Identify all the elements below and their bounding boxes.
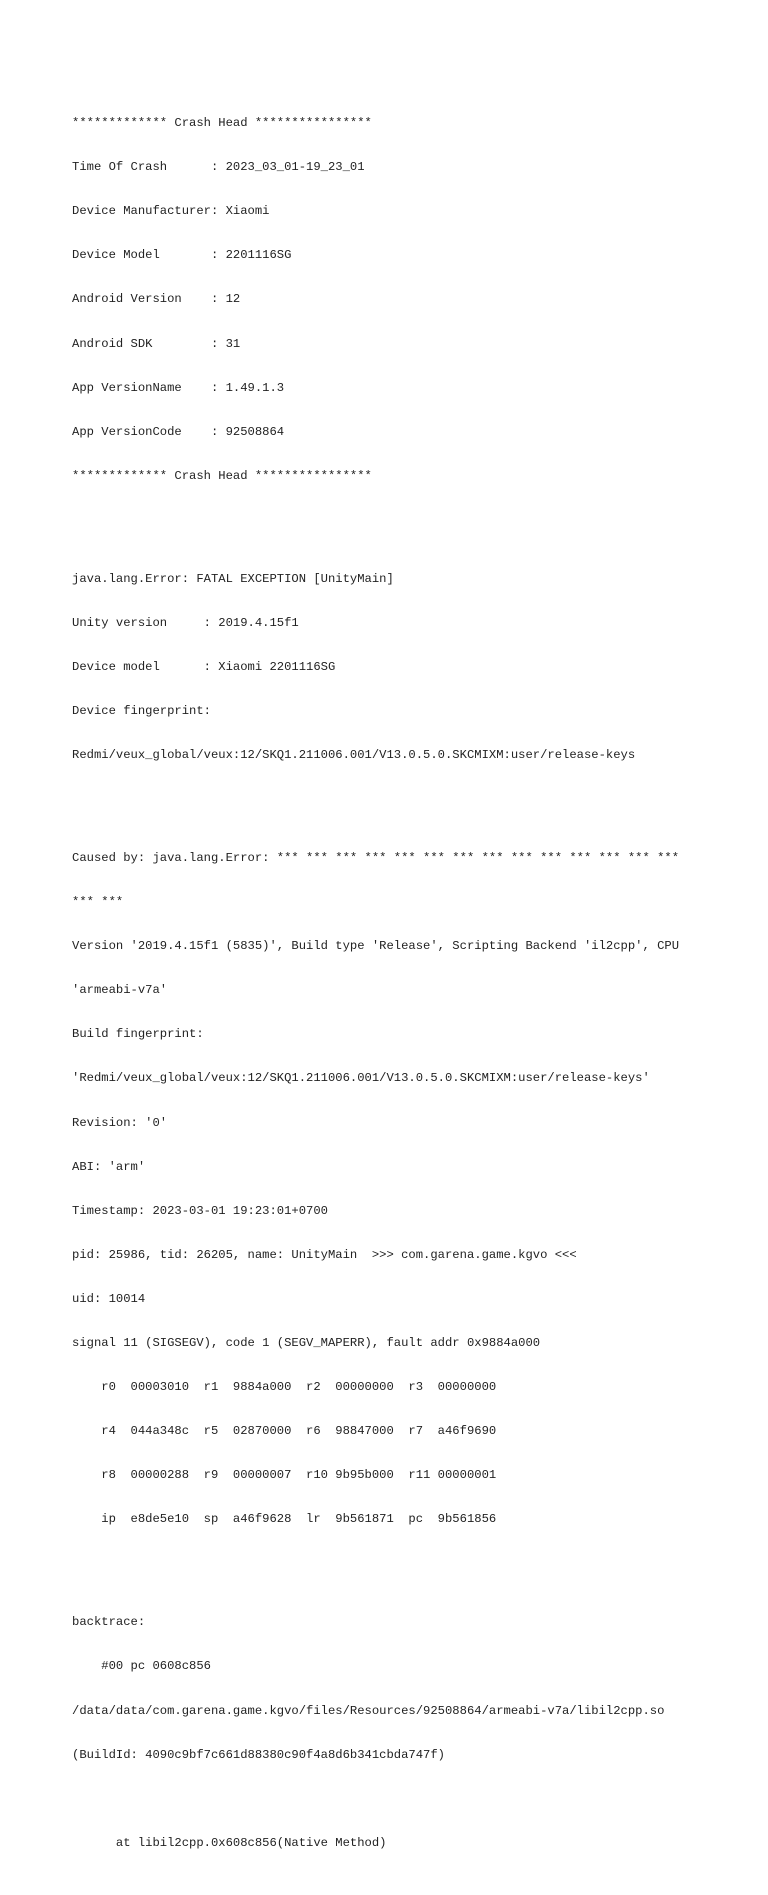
cause-line: Revision: '0' <box>72 1115 168 1130</box>
crash-head-line: Device Manufacturer: Xiaomi <box>72 204 270 219</box>
backtrace-line <box>72 1792 712 1807</box>
crash-head-footer: ************* Crash Head **************** <box>72 468 372 483</box>
crash-head-line: App VersionName : 1.49.1.3 <box>72 380 285 395</box>
cause-line: Timestamp: 2023-03-01 19:23:01+0700 <box>72 1203 328 1218</box>
cause-line: uid: 10014 <box>72 1291 146 1306</box>
cause-line: pid: 25986, tid: 26205, name: UnityMain >>> com.garena.game.kgvo <<< <box>72 1247 577 1262</box>
cause-line: signal 11 (SIGSEGV), code 1 (SEGV_MAPERR), fault addr 0x9884a000 <box>72 1336 541 1351</box>
cause-line: Build fingerprint: <box>72 1027 204 1042</box>
exception-line: Device fingerprint: <box>72 704 211 719</box>
cause-line: *** *** <box>72 895 124 910</box>
register-row: r4 044a348c r5 02870000 r6 98847000 r7 a46f9690 <box>72 1424 497 1439</box>
crash-head-line: Android SDK : 31 <box>72 336 241 351</box>
backtrace-line: /data/data/com.garena.game.kgvo/files/Resources/92508864/armeabi-v7a/libil2cpp.so <box>72 1703 665 1718</box>
blank-line <box>72 792 712 807</box>
cause-line: 'Redmi/veux_global/veux:12/SKQ1.211006.001/V13.0.5.0.SKCMIXM:user/release-keys' <box>72 1071 650 1086</box>
blank-line <box>72 1557 712 1572</box>
crash-head-line: Android Version : 12 <box>72 292 241 307</box>
cause-line: 'armeabi-v7a' <box>72 983 168 998</box>
exception-line: Redmi/veux_global/veux:12/SKQ1.211006.001/V13.0.5.0.SKCMIXM:user/release-keys <box>72 748 636 763</box>
crash-log-text <box>72 72 712 1895</box>
exception-line: java.lang.Error: FATAL EXCEPTION [UnityMain] <box>72 571 394 586</box>
cause-line: ABI: 'arm' <box>72 1159 146 1174</box>
exception-line: Unity version : 2019.4.15f1 <box>72 615 299 630</box>
crash-head-header: ************* Crash Head **************** <box>72 116 372 131</box>
crash-head-line: App VersionCode : 92508864 <box>72 424 285 439</box>
crash-head-line: Device Model : 2201116SG <box>72 248 292 263</box>
register-row: r0 00003010 r1 9884a000 r2 00000000 r3 00000000 <box>72 1380 497 1395</box>
cause-line: Caused by: java.lang.Error: *** *** *** *** *** *** *** *** *** *** *** *** *** *** <box>72 851 680 866</box>
backtrace-line: backtrace: <box>72 1615 146 1630</box>
register-row: ip e8de5e10 sp a46f9628 lr 9b561871 pc 9b561856 <box>72 1512 497 1527</box>
exception-line: Device model : Xiaomi 2201116SG <box>72 659 336 674</box>
backtrace-line: at libil2cpp.0x608c856(Native Method) <box>72 1835 387 1850</box>
backtrace-line: (BuildId: 4090c9bf7c661d88380c90f4a8d6b341cbda747f) <box>72 1747 445 1762</box>
register-row: r8 00000288 r9 00000007 r10 9b95b000 r11 00000001 <box>72 1468 497 1483</box>
crash-head-line: Time Of Crash : 2023_03_01-19_23_01 <box>72 160 365 175</box>
crash-log-document <box>72 72 712 1895</box>
cause-line: Version '2019.4.15f1 (5835)', Build type 'Release', Scripting Backend 'il2cpp', CPU <box>72 939 680 954</box>
backtrace-line: #00 pc 0608c856 <box>72 1659 211 1674</box>
blank-line <box>72 513 712 528</box>
